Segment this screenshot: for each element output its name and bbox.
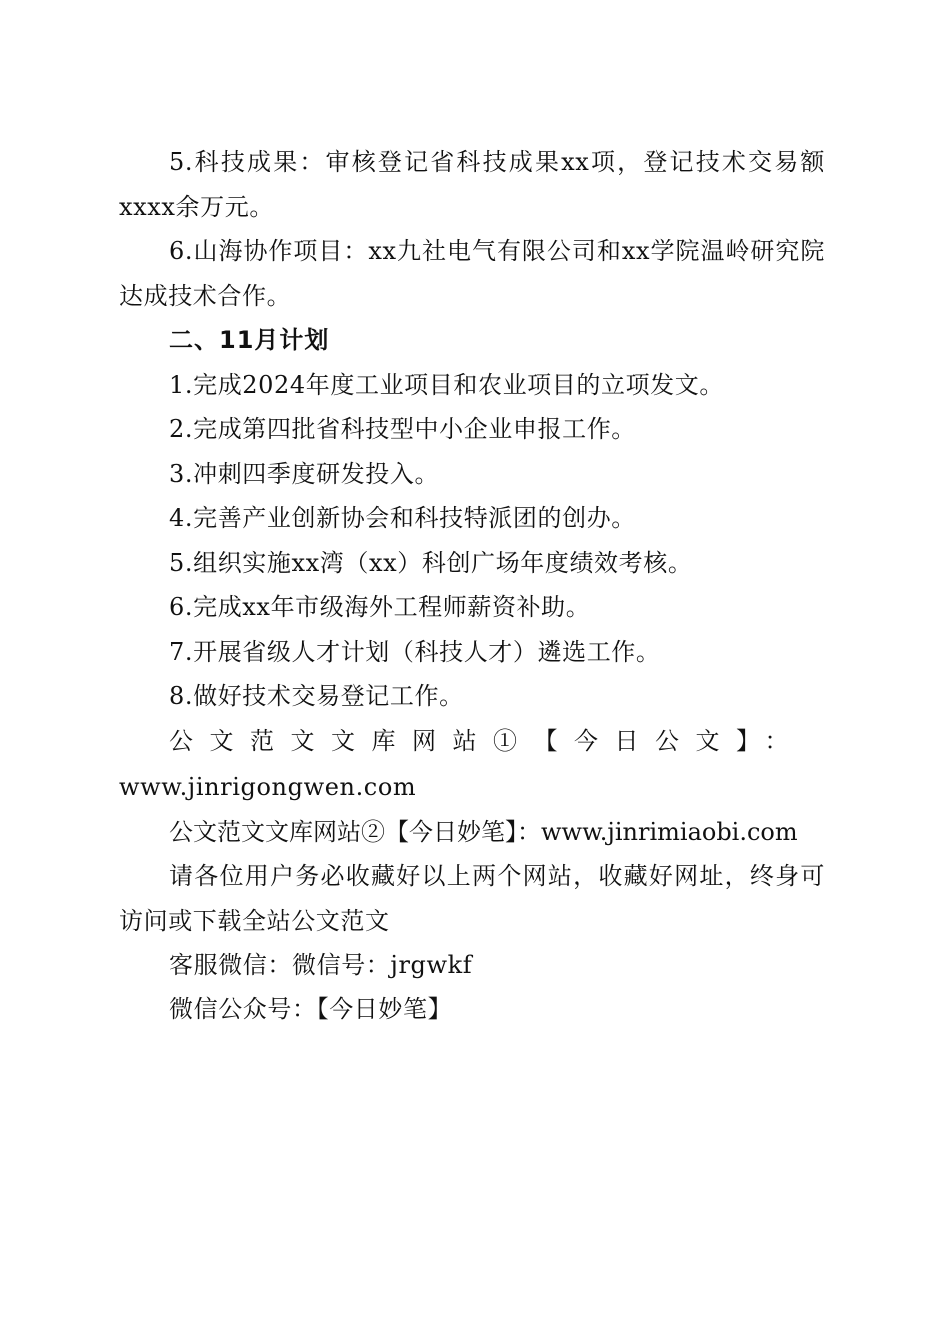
plan-item-5: 5.组织实施xx湾（xx）科创广场年度绩效考核。 — [169, 549, 693, 577]
plan-item-6: 6.完成xx年市级海外工程师薪资补助。 — [169, 593, 591, 621]
plan-item-1: 1.完成2024年度工业项目和农业项目的立项发文。 — [169, 371, 724, 399]
plan-item-3: 3.冲刺四季度研发投入。 — [169, 460, 440, 488]
plan-item-8: 8.做好技术交易登记工作。 — [169, 682, 464, 710]
section-heading: 二、11月计划 — [169, 326, 330, 354]
plan-item-4: 4.完善产业创新协会和科技特派团的创办。 — [169, 504, 636, 532]
ad-site1-url: www.jinrigongwen.com — [119, 773, 417, 801]
ad-notice: 请各位用户务必收藏好以上两个网站，收藏好网址，终身可访问或下载全站公文范文 — [119, 862, 825, 935]
plan-item-7: 7.开展省级人才计划（科技人才）遴选工作。 — [169, 638, 661, 666]
ad-site2: 公文范文文库网站②【今日妙笔】：www.jinrimiaobi.com — [169, 818, 798, 846]
paragraph-cooperation: 6.山海协作项目：xx九社电气有限公司和xx学院温岭研究院达成技术合作。 — [119, 237, 825, 310]
paragraph-tech-results: 5.科技成果：审核登记省科技成果xx项，登记技术交易额xxxx余万元。 — [119, 148, 825, 221]
plan-item-2: 2.完成第四批省科技型中小企业申报工作。 — [169, 415, 636, 443]
ad-site1-label: 公文范文文库网站①【今日公文】： — [169, 727, 805, 755]
ad-wechat-service: 客服微信：微信号：jrgwkf — [169, 951, 473, 979]
ad-wechat-account: 微信公众号：【今日妙笔】 — [169, 995, 453, 1023]
